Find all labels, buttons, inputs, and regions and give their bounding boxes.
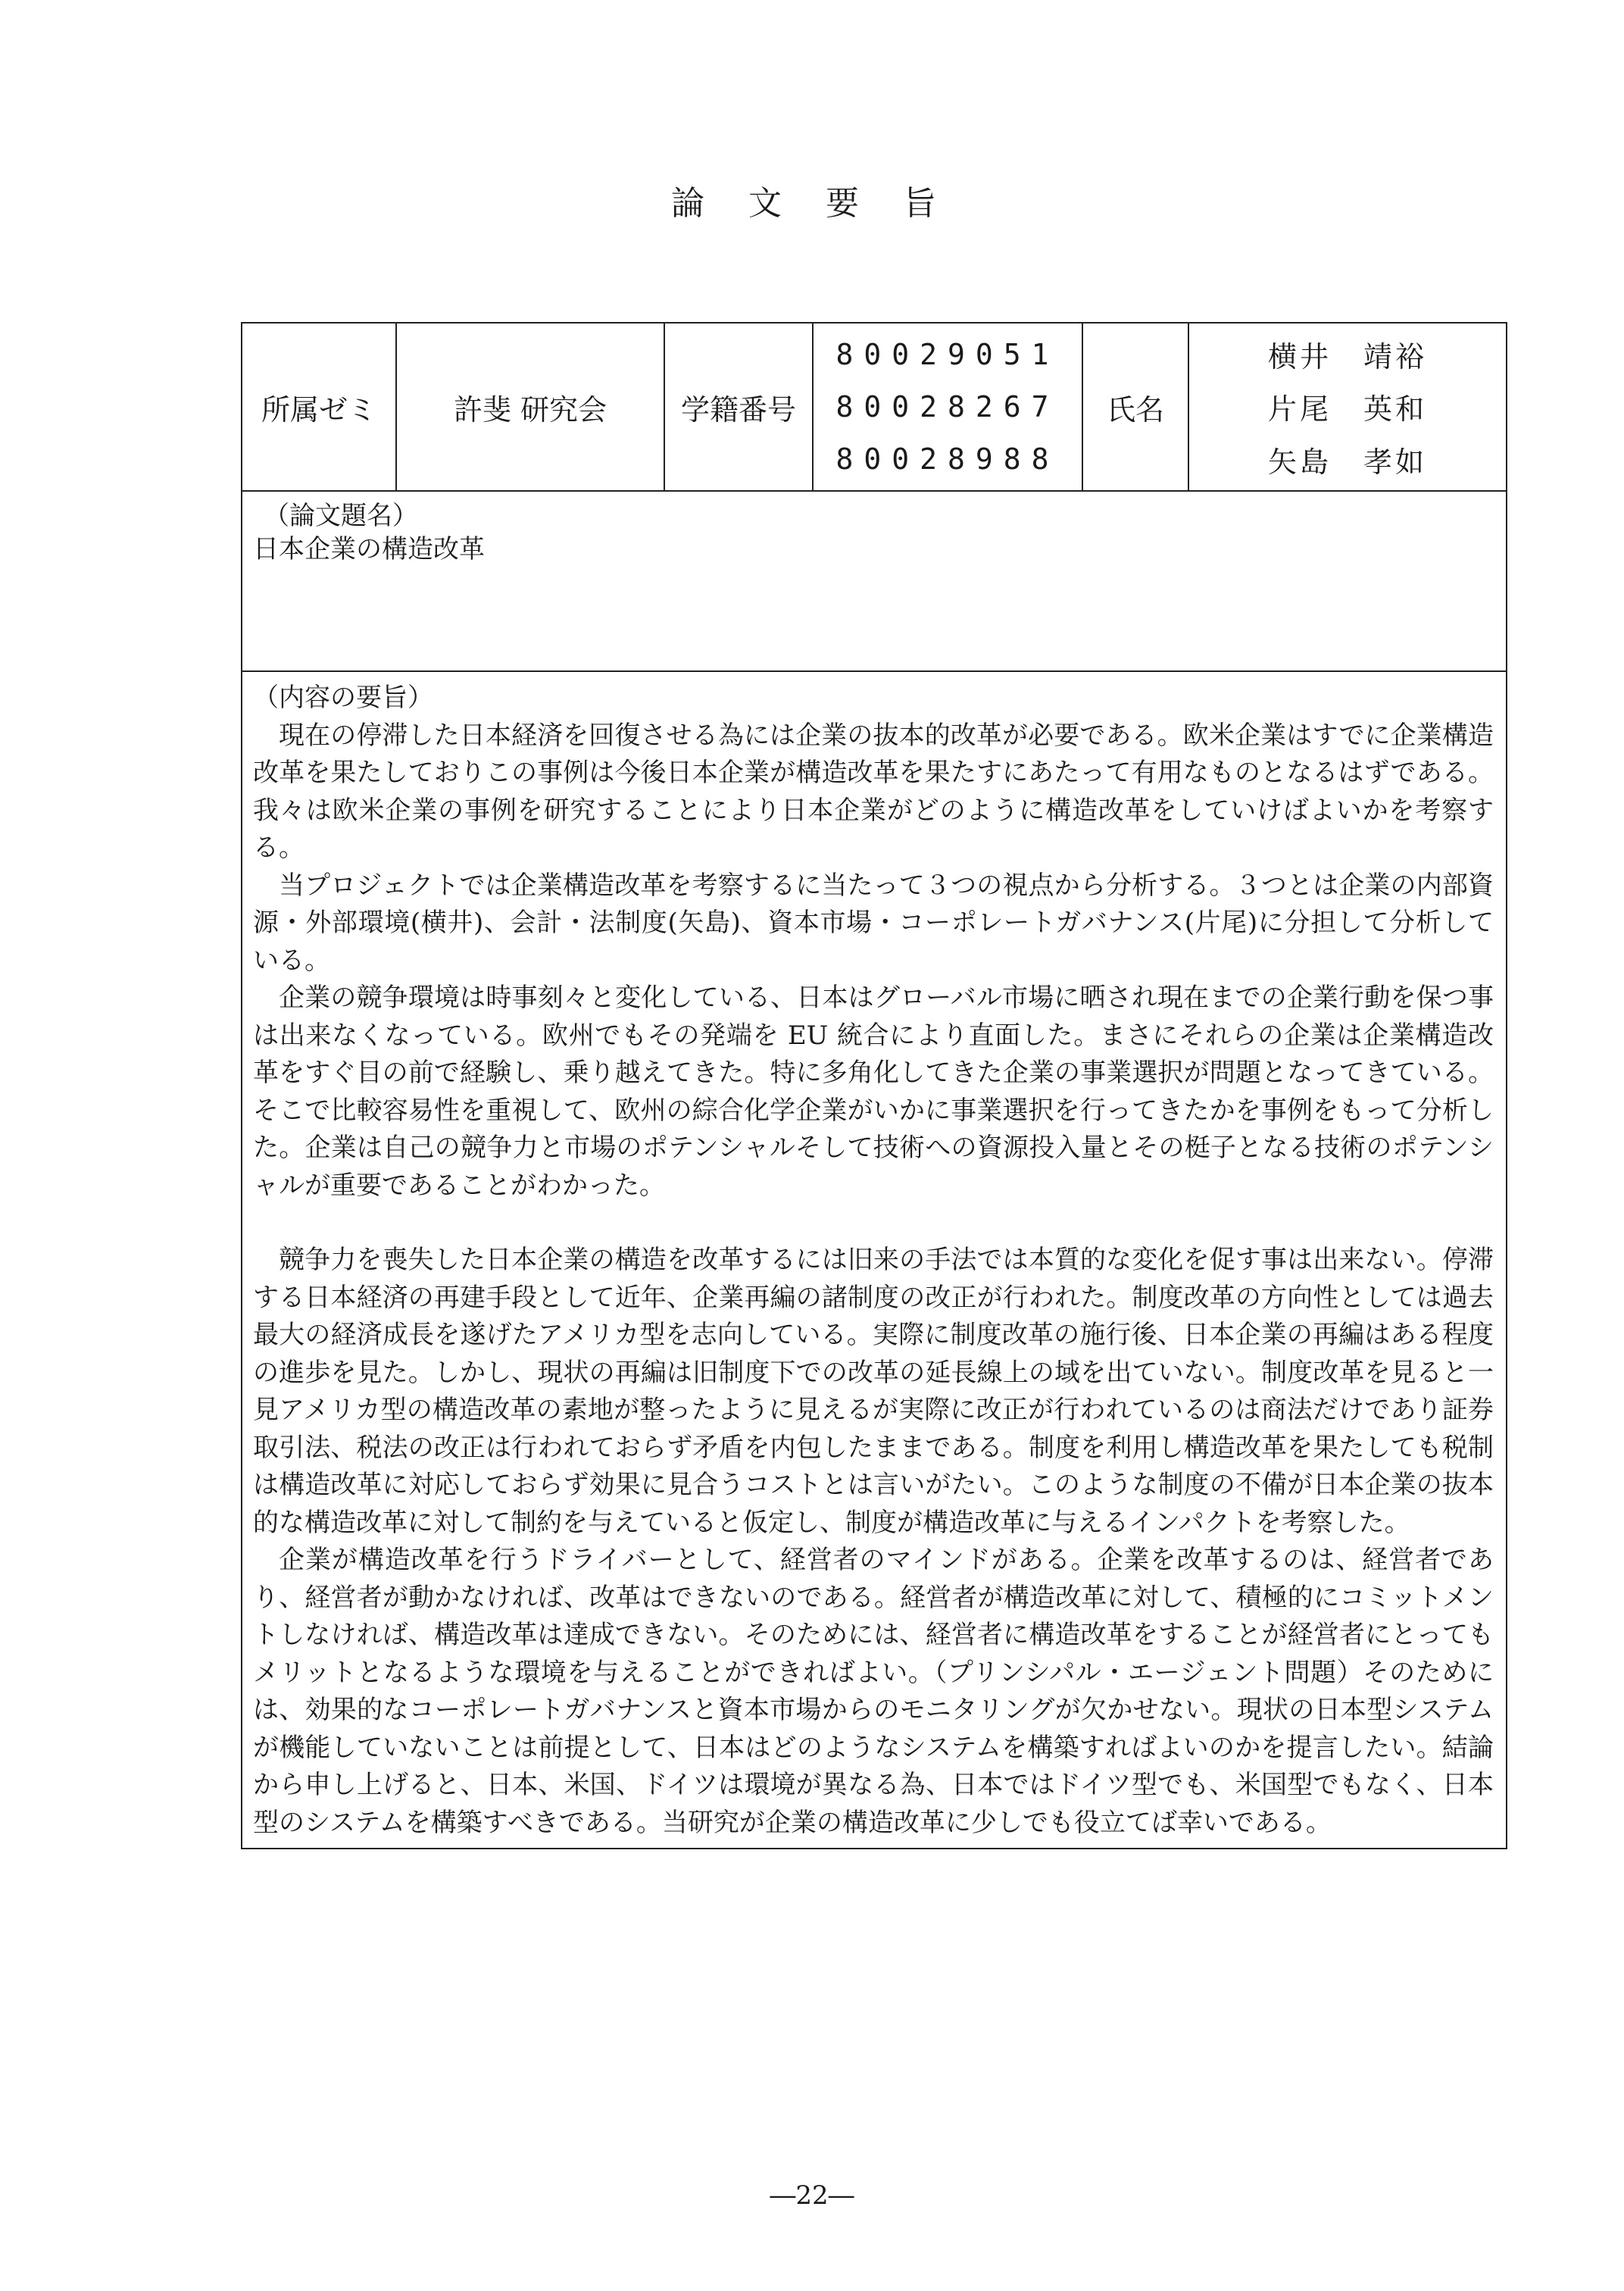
student-id-list <box>814 323 1083 490</box>
summary-paragraph: 競争力を喪失した日本企業の構造を改革するには旧来の手法では本質的な変化を促す事は出来ない。停滞する日本経済の再建手段として近年、企業再編の諸制度の改正が行われた。制度改革の方向性としては過去最大の経済成長を遂げたアメリカ型を志向している。実際に制度改革の施行後、日本企業の再編はある程度の進歩を見た。しかし、現状の再編は旧制度下での改革の延長線上の域を出ていない。制度改革を見ると一見アメリカ型の構造改革の素地が整ったように見えるが実際に改正が行われているのは商法だけであり証券取引法、税法の改正は行われておらず矛盾を内包したままである。制度を利用し構造改革を果たしても税制は構造改革に対応しておらず効果に見合うコストとは言いがたい。このような制度の不備が日本企業の抜本的な構造改革に対して制約を与えていると仮定し、制度が構造改革に与えるインパクトを考察した。 <box>253 1245 1494 1538</box>
summary-paragraph: 企業の競争環境は時事刻々と変化している、日本はグローバル市場に晒され現在までの企業行動を保つ事は出来なくなっている。欧州でもその発端を EU 統合により直面した。まさにそれらの企業は企業構造改革をすぐ目の前で経験し、乗り越えてきた。特に多角化してきた企業の事業選択が問題となってきている。そこで比較容易性を重視して、欧州の綜合化学企業がいかに事業選択を行ってきたかを事例をもって分析した。企業は自己の競争力と市場のポテンシャルそして技術への資源投入量とその梃子となる技術のポテンシャルが重要であることがわかった。 <box>253 983 1494 1201</box>
name-label: 氏名 <box>1083 323 1189 490</box>
thesis-title-label: （論文題名） <box>264 501 418 531</box>
page-title: 論 文 要 旨 <box>671 184 953 223</box>
student-id-label: 学籍番号 <box>665 323 814 490</box>
thesis-title: 日本企業の構造改革 <box>253 534 485 564</box>
summary-form <box>241 322 1507 1849</box>
author-name-list <box>1189 323 1506 490</box>
student-id: 80029051 <box>835 337 1060 371</box>
author-name: 横井 靖裕 <box>1267 340 1427 374</box>
summary-paragraph: 現在の停滞した日本経済を回復させる為には企業の抜本的改革が必要である。欧米企業はすでに企業構造改革を果たしておりこの事例は今後日本企業が構造改革を果たすにあたって有用なものとなるはずである。我々は欧米企業の事例を研究することにより日本企業がどのように構造改革をしていけばよいかを考察する。 <box>253 720 1494 863</box>
summary-paragraph: 当プロジェクトでは企業構造改革を考察するに当たって３つの視点から分析する。３つとは企業の内部資源・外部環境(横井)、会計・法制度(矢島)、資本市場・コーポレートガバナンス(片尾)に分担して分析している。 <box>253 870 1494 976</box>
seminar-value: 許斐 研究会 <box>397 323 665 490</box>
student-id: 80028988 <box>835 442 1060 477</box>
thesis-title-section <box>242 492 1506 672</box>
seminar-label: 所属ゼミ <box>242 323 397 490</box>
author-name: 矢島 孝如 <box>1267 445 1427 479</box>
summary-section <box>242 672 1506 1848</box>
page-number: ―22― <box>770 2180 854 2211</box>
student-id: 80028267 <box>835 389 1060 424</box>
summary-label: （内容の要旨） <box>253 683 433 713</box>
author-name: 片尾 英和 <box>1267 392 1427 427</box>
header-row <box>242 323 1506 492</box>
summary-paragraph: 企業が構造改革を行うドライバーとして、経営者のマインドがある。企業を改革するのは、経営者であり、経営者が動かなければ、改革はできないのである。経営者が構造改革に対して、積極的にコミットメントしなければ、構造改革は達成できない。そのためには、経営者に構造改革をすることが経営者にとってもメリットとなるような環境を与えることができればよい。（プリンシパル・エージェント問題）そのためには、効果的なコーポレートガバナンスと資本市場からのモニタリングが欠かせない。現状の日本型システムが機能していないことは前提として、日本はどのようなシステムを構築すればよいのかを提言したい。結論から申し上げると、日本、米国、ドイツは環境が異なる為、日本ではドイツ型でも、米国型でもなく、日本型のシステムを構築すべきである。当研究が企業の構造改革に少しでも役立てば幸いである。 <box>253 1545 1494 1838</box>
